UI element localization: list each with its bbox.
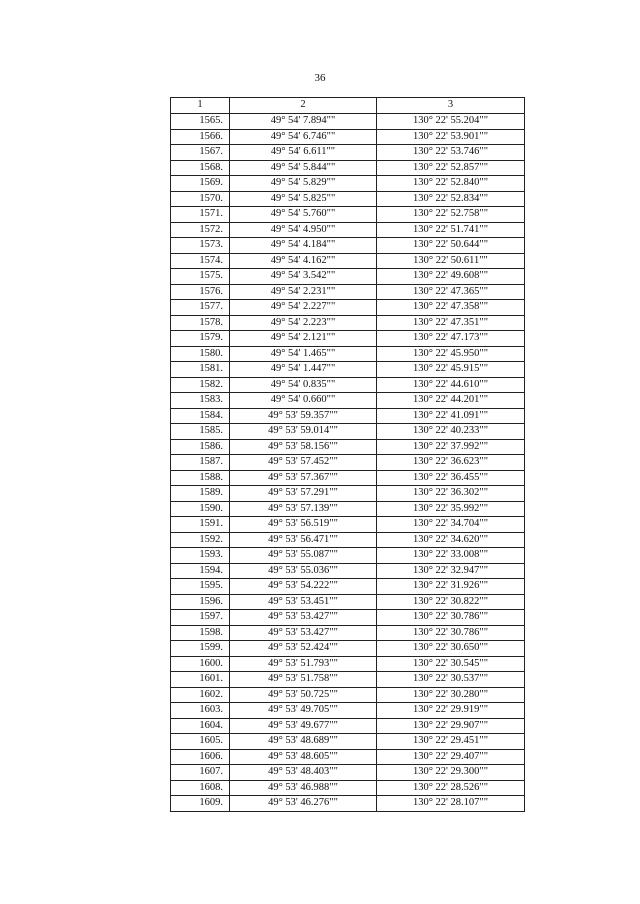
longitude-cell: 130° 22' 47.351"" (377, 315, 525, 331)
longitude-cell: 130° 22' 28.107"" (377, 796, 525, 812)
longitude-cell: 130° 22' 34.620"" (377, 532, 525, 548)
point-number-cell: 1579. (171, 331, 230, 347)
longitude-cell: 130° 22' 32.947"" (377, 563, 525, 579)
point-number-cell: 1592. (171, 532, 230, 548)
point-number-cell: 1591. (171, 517, 230, 533)
longitude-cell: 130° 22' 36.623"" (377, 455, 525, 471)
point-number-cell: 1577. (171, 300, 230, 316)
longitude-cell: 130° 22' 49.608"" (377, 269, 525, 285)
longitude-cell: 130° 22' 37.992"" (377, 439, 525, 455)
column-header-latitude: 2 (230, 98, 377, 114)
table-row (171, 362, 525, 378)
point-number-cell: 1573. (171, 238, 230, 254)
latitude-cell: 49° 53' 46.276"" (230, 796, 377, 812)
latitude-cell: 49° 53' 53.451"" (230, 594, 377, 610)
latitude-cell: 49° 53' 57.367"" (230, 470, 377, 486)
table-body (171, 114, 525, 812)
point-number-cell: 1598. (171, 625, 230, 641)
longitude-cell: 130° 22' 29.300"" (377, 765, 525, 781)
longitude-cell: 130° 22' 36.302"" (377, 486, 525, 502)
longitude-cell: 130° 22' 29.407"" (377, 749, 525, 765)
point-number-cell: 1572. (171, 222, 230, 238)
table-row (171, 377, 525, 393)
column-header-longitude: 3 (377, 98, 525, 114)
point-number-cell: 1589. (171, 486, 230, 502)
table-row (171, 145, 525, 161)
latitude-cell: 49° 54' 5.844"" (230, 160, 377, 176)
table-row (171, 765, 525, 781)
latitude-cell: 49° 53' 51.793"" (230, 656, 377, 672)
latitude-cell: 49° 53' 48.605"" (230, 749, 377, 765)
point-number-cell: 1594. (171, 563, 230, 579)
table-row (171, 408, 525, 424)
table-row (171, 300, 525, 316)
table-row (171, 703, 525, 719)
table-row (171, 672, 525, 688)
point-number-cell: 1606. (171, 749, 230, 765)
coordinates-table (170, 97, 525, 812)
longitude-cell: 130° 22' 28.526"" (377, 780, 525, 796)
latitude-cell: 49° 53' 49.677"" (230, 718, 377, 734)
point-number-cell: 1565. (171, 114, 230, 130)
latitude-cell: 49° 53' 57.452"" (230, 455, 377, 471)
longitude-cell: 130° 22' 45.915"" (377, 362, 525, 378)
latitude-cell: 49° 54' 3.542"" (230, 269, 377, 285)
longitude-cell: 130° 22' 36.455"" (377, 470, 525, 486)
latitude-cell: 49° 53' 46.988"" (230, 780, 377, 796)
latitude-cell: 49° 53' 53.427"" (230, 610, 377, 626)
latitude-cell: 49° 54' 0.660"" (230, 393, 377, 409)
table-row (171, 734, 525, 750)
longitude-cell: 130° 22' 30.545"" (377, 656, 525, 672)
point-number-cell: 1601. (171, 672, 230, 688)
latitude-cell: 49° 54' 6.611"" (230, 145, 377, 161)
table-row (171, 656, 525, 672)
latitude-cell: 49° 53' 52.424"" (230, 641, 377, 657)
point-number-cell: 1578. (171, 315, 230, 331)
latitude-cell: 49° 54' 7.894"" (230, 114, 377, 130)
latitude-cell: 49° 53' 54.222"" (230, 579, 377, 595)
point-number-cell: 1587. (171, 455, 230, 471)
longitude-cell: 130° 22' 30.280"" (377, 687, 525, 703)
latitude-cell: 49° 54' 1.465"" (230, 346, 377, 362)
longitude-cell: 130° 22' 55.204"" (377, 114, 525, 130)
table-row (171, 424, 525, 440)
point-number-cell: 1582. (171, 377, 230, 393)
point-number-cell: 1605. (171, 734, 230, 750)
point-number-cell: 1581. (171, 362, 230, 378)
latitude-cell: 49° 53' 53.427"" (230, 625, 377, 641)
longitude-cell: 130° 22' 34.704"" (377, 517, 525, 533)
latitude-cell: 49° 54' 2.121"" (230, 331, 377, 347)
table-row (171, 346, 525, 362)
table-row (171, 315, 525, 331)
latitude-cell: 49° 53' 51.758"" (230, 672, 377, 688)
longitude-cell: 130° 22' 29.451"" (377, 734, 525, 750)
point-number-cell: 1603. (171, 703, 230, 719)
table-row (171, 780, 525, 796)
point-number-cell: 1585. (171, 424, 230, 440)
point-number-cell: 1600. (171, 656, 230, 672)
table-row (171, 517, 525, 533)
table-row (171, 579, 525, 595)
point-number-cell: 1597. (171, 610, 230, 626)
latitude-cell: 49° 54' 2.223"" (230, 315, 377, 331)
longitude-cell: 130° 22' 30.786"" (377, 610, 525, 626)
latitude-cell: 49° 53' 56.471"" (230, 532, 377, 548)
latitude-cell: 49° 53' 56.519"" (230, 517, 377, 533)
point-number-cell: 1595. (171, 579, 230, 595)
latitude-cell: 49° 54' 6.746"" (230, 129, 377, 145)
longitude-cell: 130° 22' 47.173"" (377, 331, 525, 347)
latitude-cell: 49° 53' 48.403"" (230, 765, 377, 781)
point-number-cell: 1571. (171, 207, 230, 223)
point-number-cell: 1584. (171, 408, 230, 424)
table-row (171, 532, 525, 548)
point-number-cell: 1569. (171, 176, 230, 192)
table-row (171, 191, 525, 207)
latitude-cell: 49° 53' 57.139"" (230, 501, 377, 517)
longitude-cell: 130° 22' 41.091"" (377, 408, 525, 424)
longitude-cell: 130° 22' 52.834"" (377, 191, 525, 207)
table-row (171, 718, 525, 734)
latitude-cell: 49° 54' 5.829"" (230, 176, 377, 192)
table-row (171, 470, 525, 486)
longitude-cell: 130° 22' 30.786"" (377, 625, 525, 641)
point-number-cell: 1570. (171, 191, 230, 207)
latitude-cell: 49° 53' 50.725"" (230, 687, 377, 703)
longitude-cell: 130° 22' 45.950"" (377, 346, 525, 362)
longitude-cell: 130° 22' 51.741"" (377, 222, 525, 238)
point-number-cell: 1599. (171, 641, 230, 657)
point-number-cell: 1593. (171, 548, 230, 564)
latitude-cell: 49° 54' 2.227"" (230, 300, 377, 316)
point-number-cell: 1596. (171, 594, 230, 610)
table-row (171, 641, 525, 657)
point-number-cell: 1568. (171, 160, 230, 176)
latitude-cell: 49° 53' 57.291"" (230, 486, 377, 502)
longitude-cell: 130° 22' 52.758"" (377, 207, 525, 223)
table-row (171, 222, 525, 238)
table-row (171, 238, 525, 254)
point-number-cell: 1588. (171, 470, 230, 486)
longitude-cell: 130° 22' 33.008"" (377, 548, 525, 564)
point-number-cell: 1607. (171, 765, 230, 781)
table-row (171, 393, 525, 409)
longitude-cell: 130° 22' 29.907"" (377, 718, 525, 734)
latitude-cell: 49° 53' 49.705"" (230, 703, 377, 719)
latitude-cell: 49° 53' 59.014"" (230, 424, 377, 440)
point-number-cell: 1609. (171, 796, 230, 812)
latitude-cell: 49° 54' 5.760"" (230, 207, 377, 223)
point-number-cell: 1567. (171, 145, 230, 161)
longitude-cell: 130° 22' 30.537"" (377, 672, 525, 688)
longitude-cell: 130° 22' 44.201"" (377, 393, 525, 409)
longitude-cell: 130° 22' 50.611"" (377, 253, 525, 269)
point-number-cell: 1602. (171, 687, 230, 703)
point-number-cell: 1590. (171, 501, 230, 517)
longitude-cell: 130° 22' 47.358"" (377, 300, 525, 316)
table-row (171, 625, 525, 641)
table-row (171, 796, 525, 812)
point-number-cell: 1583. (171, 393, 230, 409)
latitude-cell: 49° 53' 55.087"" (230, 548, 377, 564)
longitude-cell: 130° 22' 35.992"" (377, 501, 525, 517)
point-number-cell: 1604. (171, 718, 230, 734)
table-row (171, 331, 525, 347)
longitude-cell: 130° 22' 53.901"" (377, 129, 525, 145)
page-number: 36 (314, 72, 326, 84)
latitude-cell: 49° 54' 4.950"" (230, 222, 377, 238)
latitude-cell: 49° 54' 1.447"" (230, 362, 377, 378)
latitude-cell: 49° 54' 5.825"" (230, 191, 377, 207)
point-number-cell: 1576. (171, 284, 230, 300)
table-row (171, 129, 525, 145)
table-row (171, 455, 525, 471)
table-header-row (171, 98, 525, 114)
table-row (171, 253, 525, 269)
table-row (171, 207, 525, 223)
latitude-cell: 49° 53' 58.156"" (230, 439, 377, 455)
longitude-cell: 130° 22' 30.650"" (377, 641, 525, 657)
latitude-cell: 49° 54' 2.231"" (230, 284, 377, 300)
point-number-cell: 1586. (171, 439, 230, 455)
table-row (171, 160, 525, 176)
column-header-number: 1 (171, 98, 230, 114)
point-number-cell: 1580. (171, 346, 230, 362)
table-row (171, 594, 525, 610)
latitude-cell: 49° 54' 4.162"" (230, 253, 377, 269)
longitude-cell: 130° 22' 53.746"" (377, 145, 525, 161)
table-row (171, 749, 525, 765)
longitude-cell: 130° 22' 47.365"" (377, 284, 525, 300)
longitude-cell: 130° 22' 50.644"" (377, 238, 525, 254)
longitude-cell: 130° 22' 31.926"" (377, 579, 525, 595)
longitude-cell: 130° 22' 52.857"" (377, 160, 525, 176)
point-number-cell: 1575. (171, 269, 230, 285)
table-row (171, 114, 525, 130)
latitude-cell: 49° 53' 48.689"" (230, 734, 377, 750)
table-row (171, 269, 525, 285)
table-row (171, 501, 525, 517)
latitude-cell: 49° 54' 0.835"" (230, 377, 377, 393)
table-row (171, 563, 525, 579)
point-number-cell: 1574. (171, 253, 230, 269)
table-row (171, 687, 525, 703)
table-row (171, 176, 525, 192)
table-row (171, 610, 525, 626)
table-row (171, 486, 525, 502)
point-number-cell: 1608. (171, 780, 230, 796)
table-row (171, 439, 525, 455)
latitude-cell: 49° 53' 59.357"" (230, 408, 377, 424)
longitude-cell: 130° 22' 30.822"" (377, 594, 525, 610)
longitude-cell: 130° 22' 44.610"" (377, 377, 525, 393)
table-row (171, 284, 525, 300)
table-row (171, 548, 525, 564)
point-number-cell: 1566. (171, 129, 230, 145)
latitude-cell: 49° 54' 4.184"" (230, 238, 377, 254)
longitude-cell: 130° 22' 29.919"" (377, 703, 525, 719)
longitude-cell: 130° 22' 52.840"" (377, 176, 525, 192)
latitude-cell: 49° 53' 55.036"" (230, 563, 377, 579)
longitude-cell: 130° 22' 40.233"" (377, 424, 525, 440)
